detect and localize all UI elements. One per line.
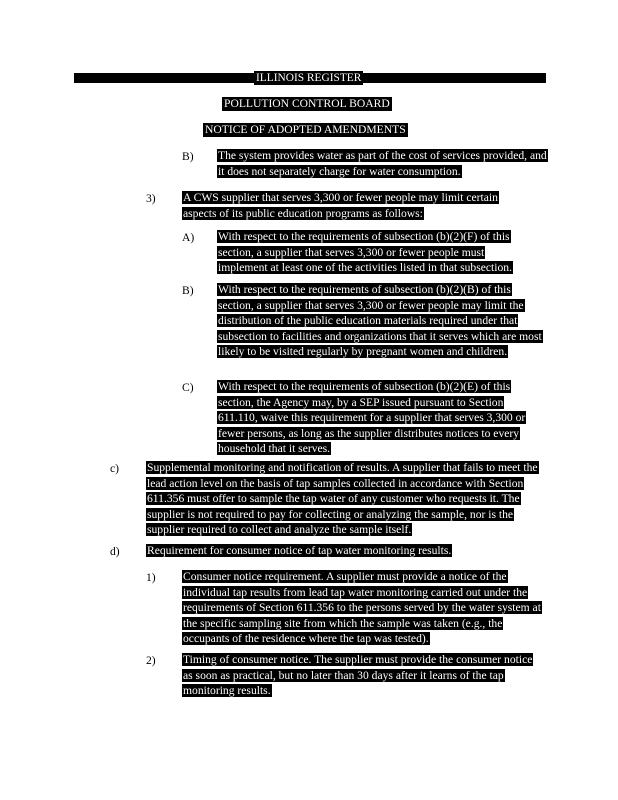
- item-label-c-lower: c): [110, 462, 120, 475]
- item-text-c-upper: With respect to the requirements of subsection (b)(2)(E) of this section, the Agency may, by a SEP issued pursuant to Section 611.110, waive this requirement for a supplier that serves 3,300 or fewer persons, as long as the supplier distributes notices to every household that it serves.: [218, 380, 526, 455]
- item-label-1: 1): [146, 571, 156, 584]
- item-text-b2: With respect to the requirements of subsection (b)(2)(B) of this section, a supplier that serves 3,300 or fewer people may limit the distribution of the public education materials required under that subsection to facilities and organizations that it serves which are most likely to be visited regularly by pregnant women and children.: [218, 283, 542, 358]
- item-text-b1: The system provides water as part of the cost of services provided, and it does not separately charge for water consumption.: [218, 149, 547, 178]
- item-text-1: Consumer notice requirement. A supplier must provide a notice of the individual tap results from lead tap water monitoring carried out under the requirements of Section 611.356 to the persons served by the water system at the specific sampling site from which the sample was taken (e.g., the occupants of the residence where the tap was tested).: [183, 570, 541, 645]
- notice-title: NOTICE OF ADOPTED AMENDMENTS: [205, 123, 406, 136]
- item-label-d: d): [110, 545, 120, 558]
- item-text-a: With respect to the requirements of subsection (b)(2)(F) of this section, a supplier that serves 3,300 or fewer people must implement at least one of the activities listed in that subsection.: [218, 230, 512, 274]
- item-label-b2: B): [182, 284, 194, 297]
- board-title: POLLUTION CONTROL BOARD: [224, 97, 390, 110]
- register-title: ILLINOIS REGISTER: [256, 72, 362, 84]
- item-label-c-upper: C): [182, 381, 194, 394]
- item-text-2: Timing of consumer notice. The supplier must provide the consumer notice as soon as practical, but no later than 30 days after it learns of the tap monitoring results.: [183, 653, 533, 697]
- item-label-2: 2): [146, 654, 156, 667]
- item-label-a: A): [182, 231, 195, 244]
- item-text-d: Requirement for consumer notice of tap water monitoring results.: [147, 544, 452, 557]
- item-text-3: A CWS supplier that serves 3,300 or fewer people may limit certain aspects of its public education programs as follows:: [183, 191, 498, 220]
- item-label-3: 3): [146, 192, 156, 205]
- item-label-b1: B): [182, 150, 194, 163]
- item-text-c-lower: Supplemental monitoring and notification of results. A supplier that fails to meet the lead action level on the basis of tap samples collected in accordance with Section 611.356 must offer to sample the tap water of any customer who requests it. The supplier is not required to pay for collecting or analyzing the sample, nor is the supplier required to collect and analyze the sample itself.: [147, 461, 538, 536]
